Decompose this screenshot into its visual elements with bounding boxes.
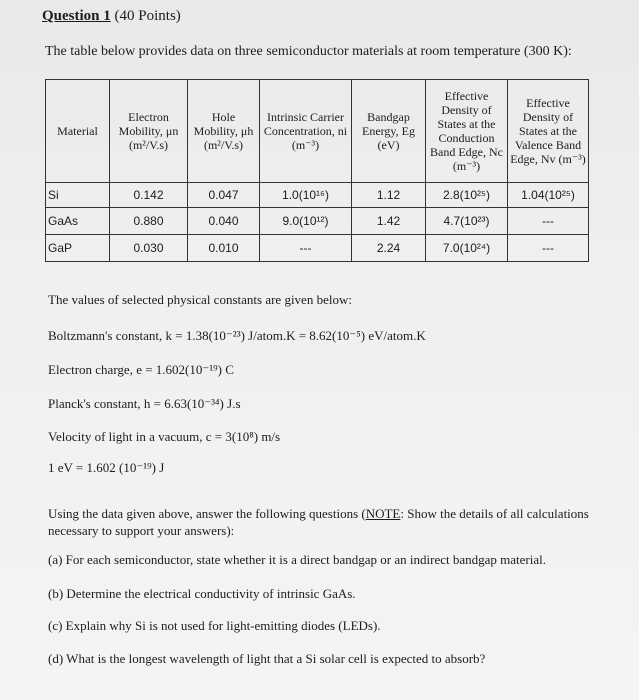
question-a: (a) For each semiconductor, state whether it is a direct bandgap or an indirect bandgap material.: [48, 552, 546, 567]
constants-intro: The values of selected physical constants are given below:: [48, 292, 352, 307]
header-cell: Intrinsic Carrier Concentration, ni (m⁻³): [260, 80, 352, 183]
table-cell: ---: [508, 208, 589, 235]
header-cell: Electron Mobility, μn (m²/V.s): [110, 80, 188, 183]
header-cell: Material: [46, 80, 110, 183]
instructions: [48, 505, 598, 539]
question-d: (d) What is the longest wavelength of light that a Si solar cell is expected to absorb?: [48, 651, 486, 666]
semiconductor-table: [45, 79, 589, 262]
question-c: (c) Explain why Si is not used for light-emitting diodes (LEDs).: [48, 618, 381, 633]
table-cell: 0.047: [188, 183, 260, 208]
table-cell: 2.8(10²⁵): [426, 183, 508, 208]
table-cell: 0.030: [110, 235, 188, 262]
table-cell: 9.0(10¹²): [260, 208, 352, 235]
table-cell: 1.12: [352, 183, 426, 208]
table-cell: 1.42: [352, 208, 426, 235]
note-label: NOTE: [365, 506, 401, 521]
constant-light-velocity: Velocity of light in a vacuum, c = 3(10⁸) m/s: [48, 429, 281, 444]
table-cell: 7.0(10²⁴): [426, 235, 508, 262]
table-cell: 1.0(10¹⁶): [260, 183, 352, 208]
table-cell: 4.7(10²³): [426, 208, 508, 235]
instructions-suffix: : Show the details of all calculations necessary to support your answers):: [48, 506, 589, 538]
table-cell: Si: [46, 183, 110, 208]
table-cell: 0.142: [110, 183, 188, 208]
table-cell: 0.040: [188, 208, 260, 235]
question-b: (b) Determine the electrical conductivity of intrinsic GaAs.: [48, 586, 356, 601]
question-points: (40 Points): [114, 8, 181, 24]
table-cell: 0.010: [188, 235, 260, 262]
table-cell: GaAs: [46, 208, 110, 235]
table-cell: GaP: [46, 235, 110, 262]
table-intro: The table below provides data on three semiconductor materials at room temperature (300 K):: [45, 44, 572, 59]
constant-planck: Planck's constant, h = 6.63(10⁻³⁴) J.s: [48, 396, 241, 411]
header-cell: Effective Density of States at the Valence Band Edge, Nv (m⁻³): [508, 80, 589, 183]
constant-electron-charge: Electron charge, e = 1.602(10⁻¹⁹) C: [48, 362, 234, 377]
constant-ev-conversion: 1 eV = 1.602 (10⁻¹⁹) J: [48, 460, 165, 475]
table-row: [46, 183, 589, 208]
constant-boltzmann: Boltzmann's constant, k = 1.38(10⁻²³) J/atom.K = 8.62(10⁻⁵) eV/atom.K: [48, 328, 426, 343]
table-cell: 1.04(10²⁵): [508, 183, 589, 208]
header-cell: Hole Mobility, μh (m²/V.s): [188, 80, 260, 183]
table-cell: 0.880: [110, 208, 188, 235]
instructions-prefix: Using the data given above, answer the following questions (: [48, 506, 366, 521]
table-cell: 2.24: [352, 235, 426, 262]
table-row: [46, 235, 589, 262]
table-row: [46, 208, 589, 235]
header-cell: Effective Density of States at the Conduction Band Edge, Nc (m⁻³): [426, 80, 508, 183]
question-heading: [42, 8, 181, 25]
header-cell: Bandgap Energy, Eg (eV): [352, 80, 426, 183]
table-header-row: [46, 80, 589, 183]
table-cell: ---: [508, 235, 589, 262]
question-title: Question 1: [42, 8, 111, 24]
table-cell: ---: [260, 235, 352, 262]
